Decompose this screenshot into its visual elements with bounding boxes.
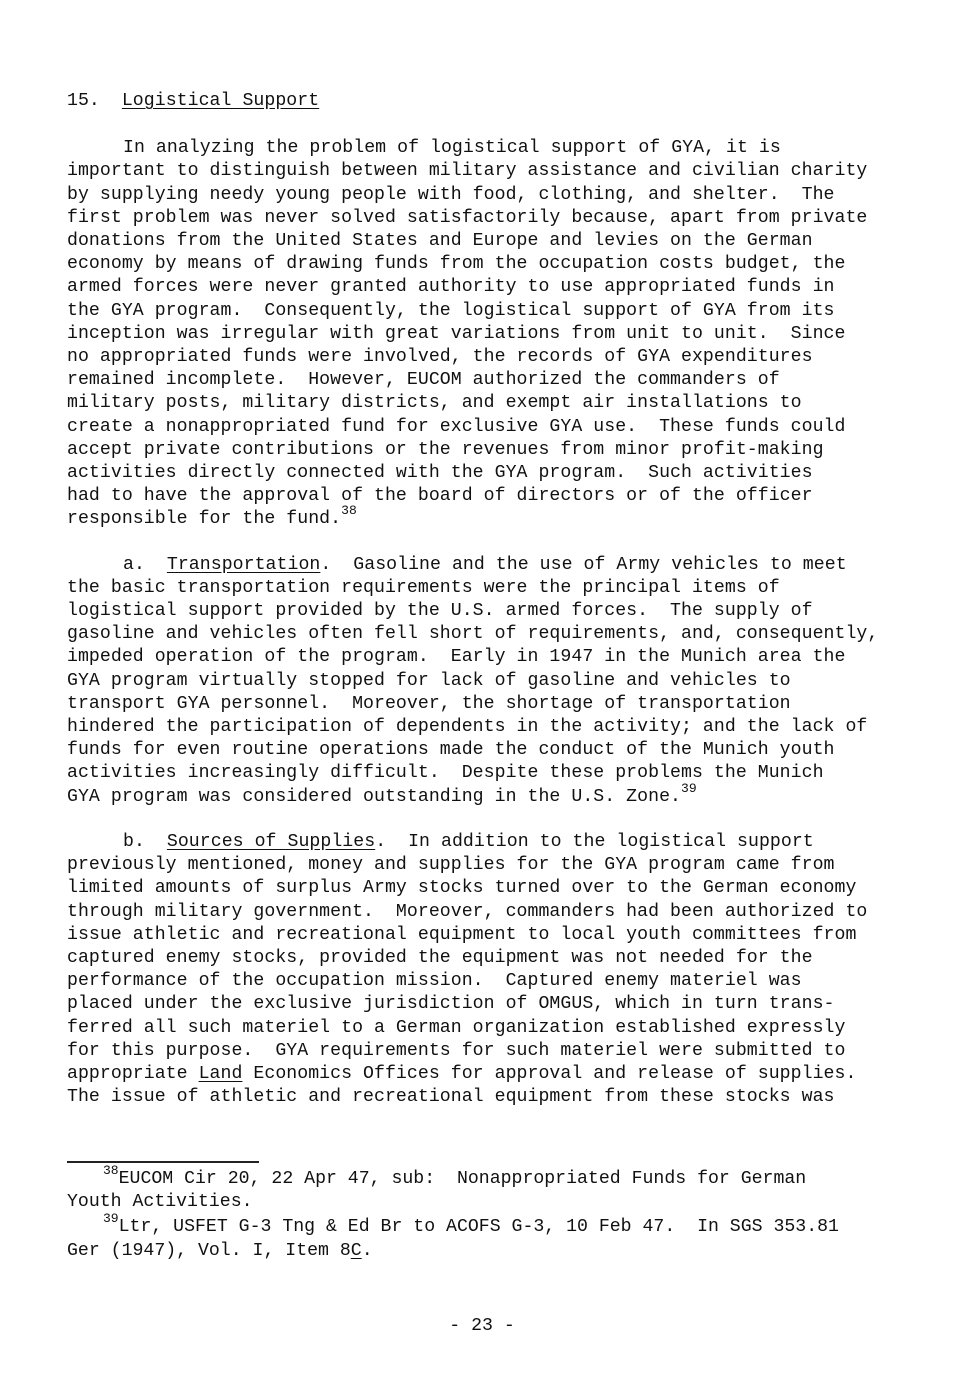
footnote-38-line2: Youth Activities. xyxy=(67,1192,253,1213)
paragraph-sources-of-supplies xyxy=(67,831,927,1109)
document-body xyxy=(67,90,927,1109)
text-last-line: The issue of athletic and recreational equipment from these stocks was xyxy=(67,1087,835,1108)
paragraph-intro xyxy=(67,137,927,531)
footnote-39-line2: Ger (1947), Vol. I, Item 8 xyxy=(67,1240,351,1261)
footnote-divider xyxy=(67,1161,259,1163)
section-title: Logistical Support xyxy=(121,91,320,111)
footnote-ref-39: 39 xyxy=(681,780,697,796)
subsection-title-transportation: Transportation xyxy=(166,554,321,575)
footnotes xyxy=(67,1162,927,1263)
footnote-38-line1: EUCOM Cir 20, 22 Apr 47, sub: Nonappropriated Funds for German xyxy=(118,1169,807,1189)
subsection-title-sources: Sources of Supplies xyxy=(166,831,376,852)
text-appropriate: appropriate xyxy=(67,1063,199,1084)
paragraph-sources-text: . In addition to the logistical support previously mentioned, money and supplies for the GYA program came from limited amounts of surplus Army stocks turned over to the German economy through military government. Moreover, commanders had been authorized to issue athletic and recreational equipment to local youth committees from captured enemy stocks, provided the equipment was not needed for the performance of the occupation mission. Captured enemy materiel was placed under the exclusive jurisdiction of OMGUS, which in turn trans- ferred all such materiel to a German organization established expressly for this purpose. GYA requirements for such materiel were submitted to xyxy=(67,831,868,1061)
subsection-label-b: b. xyxy=(123,831,145,852)
paragraph-intro-text: In analyzing the problem of logistical support of GYA, it is important to distinguish between military assistance and civilian charity by supplying needy young people with food, clothing, and shelter. The first problem was never solved satisfactorily because, apart from private donations from the United States and Europe and levies on the German economy by means of drawing funds from the occupation costs budget, the armed forces were never granted authority to use appropriated funds in the GYA program. Consequently, the logistical support of GYA from its inception was irregular with great variations from unit to unit. Since no appropriated funds were involved, the records of GYA expenditures remained incomplete. However, EUCOM authorized the commanders of military posts, military districts, and exempt air installations to create a nonappropriated fund for exclusive GYA use. These funds could accept private contributions or the revenues from minor profit-making activities directly connected with the GYA program. Such activities had to have the approval of the board of directors or of the officer responsible for the fund. xyxy=(67,138,868,530)
footnote-39 xyxy=(67,1211,927,1262)
section-heading xyxy=(67,90,927,113)
footnote-39-period: . xyxy=(361,1240,373,1261)
paragraph-transportation xyxy=(67,554,927,809)
footnote-38 xyxy=(67,1162,927,1214)
text-land-underlined: Land xyxy=(198,1063,243,1084)
page-number: - 23 - xyxy=(449,1316,515,1336)
paragraph-transportation-text: . Gasoline and the use of Army vehicles to meet the basic transportation requirements were the principal items of logistical support provided by the U.S. armed forces. The supply of gasoline and vehicles often fell short of requirements, and, consequently, impeded operation of the program. Early in 1947 in the Munich area the GYA program virtually stopped for lack of gasoline and vehicles to transport GYA personnel. Moreover, the shortage of transportation hindered the participation of dependents in the activity; and the lack of funds for even routine operations made the conduct of the Munich youth activities increasingly difficult. Despite these problems the Munich GYA program was considered outstanding in the U.S. Zone. xyxy=(67,554,879,807)
footnote-39-line1: Ltr, USFET G-3 Tng & Ed Br to ACOFS G-3, 10 Feb 47. In SGS 353.81 xyxy=(118,1217,839,1238)
section-number: 15. xyxy=(67,91,100,111)
footnote-39-item-c: C xyxy=(350,1240,362,1261)
footnote-ref-38: 38 xyxy=(341,503,357,519)
footnote-number-39: 39 xyxy=(103,1211,119,1227)
subsection-label-a: a. xyxy=(123,554,145,575)
text-economics-offices: Economics Offices for approval and release of supplies. xyxy=(242,1063,857,1084)
footnote-number-38: 38 xyxy=(103,1162,119,1178)
